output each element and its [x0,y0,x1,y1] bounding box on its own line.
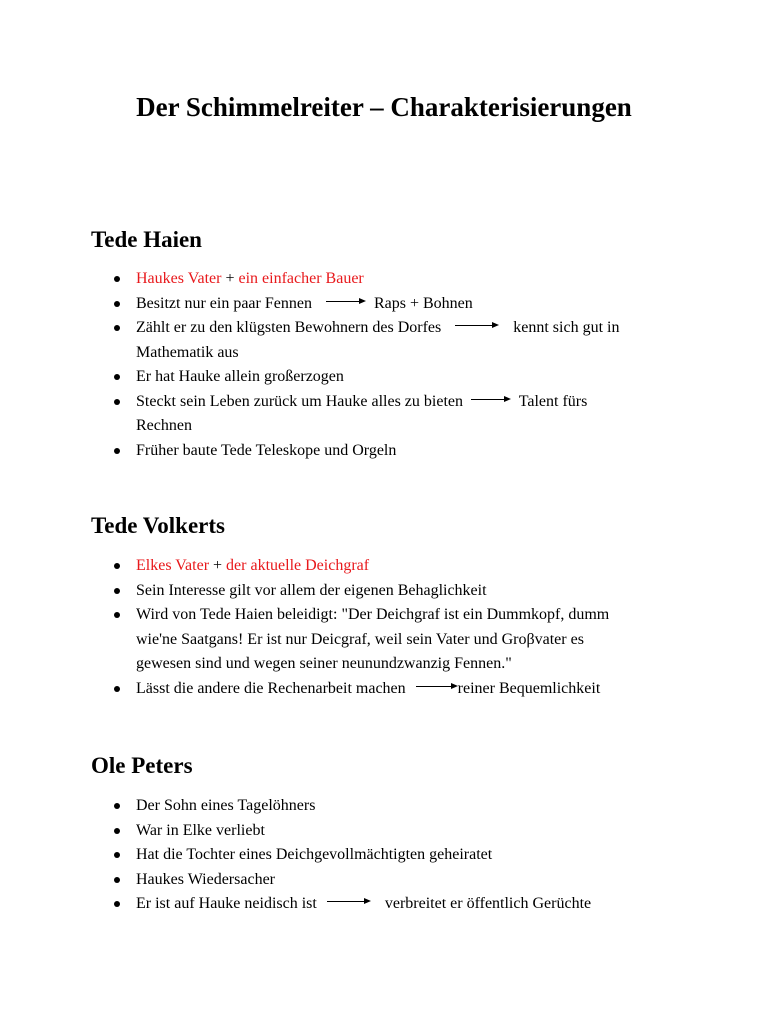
section-tede-volkerts [91,512,691,701]
list-item [91,603,691,677]
list-item [91,843,691,868]
list-item [91,390,691,439]
section-heading: Tede Haien [91,227,202,252]
item-text: Früher baute Tede Teleskope und Orgeln [136,441,397,459]
item-text: Der Sohn eines Tagelöhners [136,797,316,814]
item-text: gewesen sind und wegen seiner neunundzwanzig Fennen." [136,655,512,672]
item-text: Zählt er zu den klügsten Bewohnern des Dorfes [136,319,442,336]
arrow-right-icon [327,897,371,907]
item-text: Er ist auf Hauke neidisch ist [136,895,317,912]
item-text: Lässt die andere die Rechenarbeit machen [136,679,406,697]
plus-sign: + [213,557,223,574]
item-text: Hat die Tochter eines Deichgevollmächtigten geheiratet [136,846,493,863]
list-item [91,892,691,917]
item-text: Mathematik aus [136,343,239,361]
item-text: Haukes Wiedersacher [136,870,275,888]
section-heading: Tede Volkerts [91,513,225,538]
bullet-list [91,554,691,701]
arrow-right-icon [326,297,366,307]
item-text: Besitzt nur ein paar Fennen [136,294,312,312]
list-item [91,677,691,702]
item-text: wie'ne Saatgans! Er ist nur Deicgraf, weil sein Vater und Groβvater es [136,630,584,648]
item-text: kennt sich gut in [513,319,620,336]
item-text: reiner Bequemlichkeit [457,679,601,697]
bullet-list [91,794,691,917]
list-item [91,439,691,464]
section-ole-peters [91,752,691,917]
item-text: Er hat Hauke allein großerzogen [136,368,344,385]
item-text: Steckt sein Leben zurück um Hauke alles zu bieten [136,392,463,410]
item-text: Elkes Vater [136,557,210,574]
list-item [91,794,691,819]
item-text: Sein Interesse gilt vor allem der eigenen Behaglichkeit [136,581,487,599]
arrow-right-icon [471,395,511,405]
bullet-list [91,267,691,463]
item-text: Wird von Tede Haien beleidigt: "Der Deichgraf ist ein Dummkopf, dumm [136,606,610,623]
list-item [91,554,691,579]
list-item [91,579,691,604]
item-text: Rechnen [136,417,192,434]
arrow-right-icon [416,682,458,692]
section-tede-haien [91,226,691,463]
item-text: War in Elke verliebt [136,821,265,839]
item-text: verbreitet er öffentlich Gerüchte [384,895,592,912]
item-text: der aktuelle Deichgraf [226,557,370,574]
item-text: Talent fürs [518,392,588,410]
list-item [91,292,691,317]
list-item [91,819,691,844]
list-item [91,868,691,893]
item-text: Haukes Vater [136,270,222,287]
item-text: Raps + Bohnen [373,294,473,312]
arrow-right-icon [455,321,499,331]
list-item [91,316,691,365]
plus-sign: + [225,270,235,287]
list-item [91,267,691,292]
page-title: Der Schimmelreiter – Charakterisierungen [136,92,632,122]
list-item [91,365,691,390]
item-text: ein einfacher Bauer [238,270,364,287]
section-heading: Ole Peters [91,753,193,778]
